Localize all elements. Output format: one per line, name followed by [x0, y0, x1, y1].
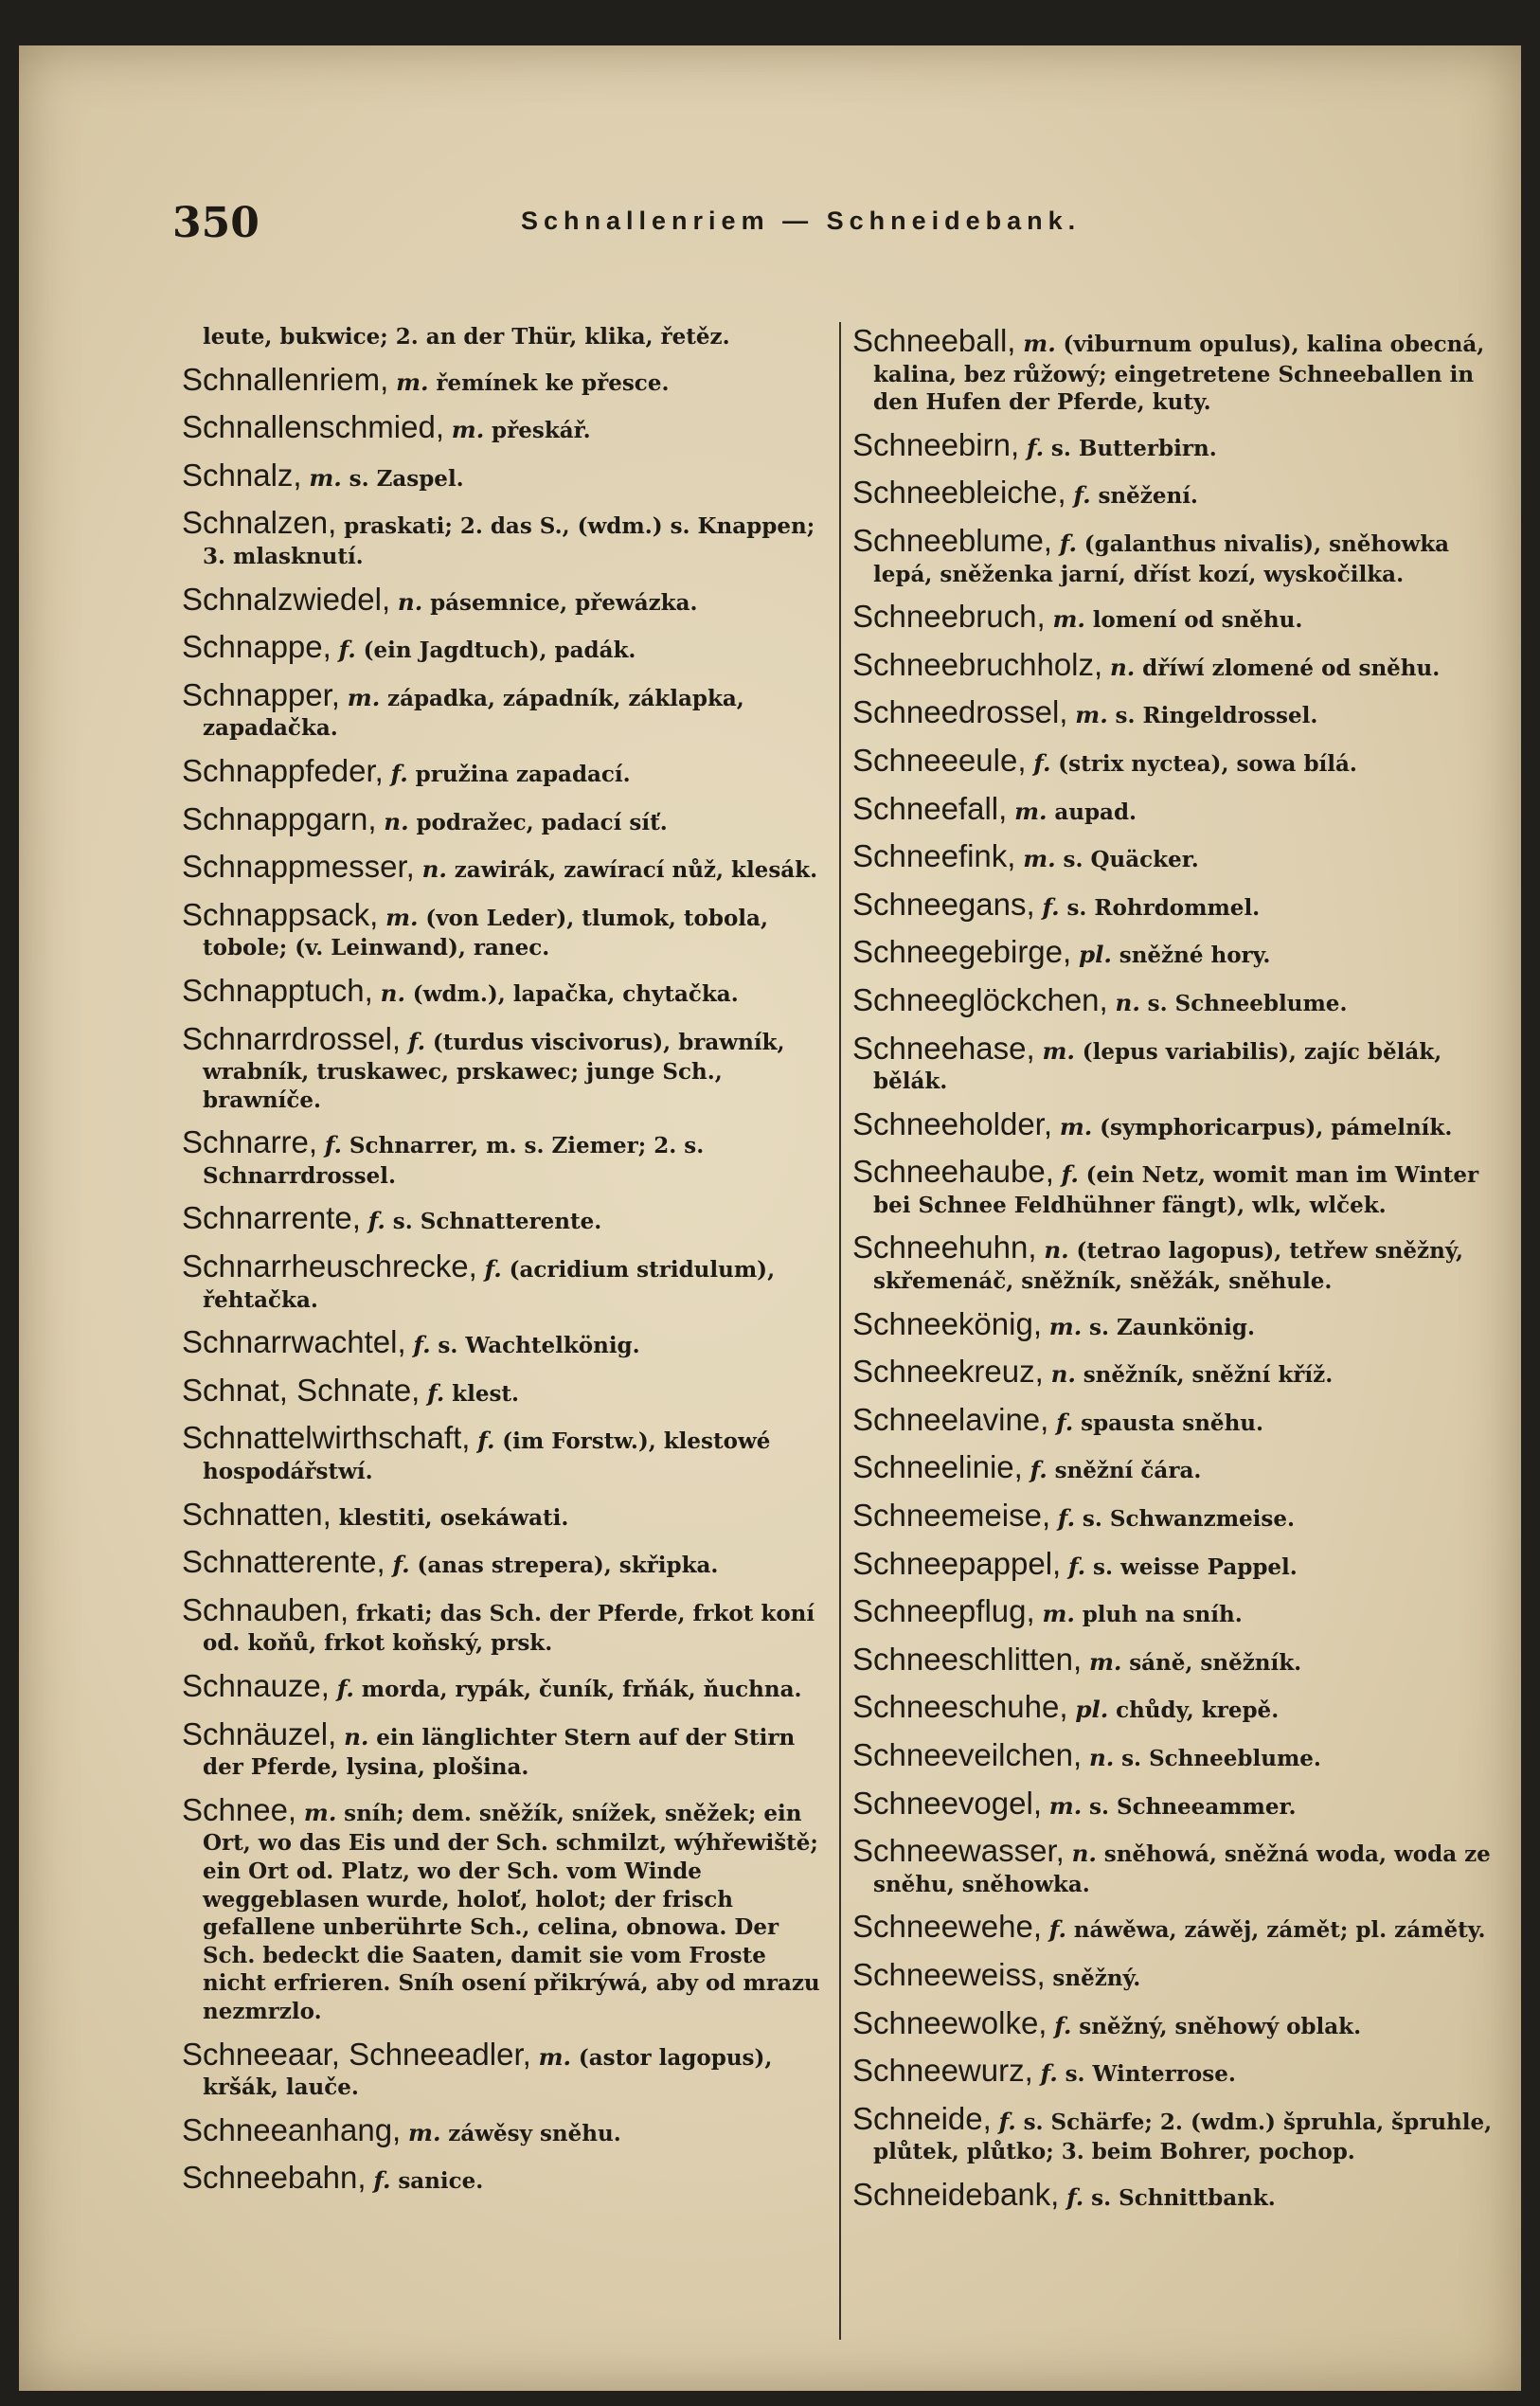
entry-grammar: f. [1048, 1915, 1066, 1944]
entry-definition: praskati; 2. das S., (wdm.) s. Knappen; 3. mlasknutí. [203, 513, 815, 569]
entry-headword: Schneewasser, [852, 1833, 1065, 1869]
entry-grammar: pl. [1078, 941, 1112, 969]
entry-definition: (symphoricarpus), pámelník. [1100, 1114, 1453, 1140]
entry-grammar: f. [1073, 481, 1091, 510]
entry-definition: řemínek ke přesce. [436, 369, 670, 396]
dictionary-entry [182, 2159, 830, 2197]
entry-headword: Schneeweiss, [852, 1956, 1046, 1992]
entry-headword: Schnappgarn, [182, 800, 377, 836]
entry-definition: (wdm.), lapačka, chytačka. [412, 980, 739, 1007]
entry-grammar: f. [367, 1207, 385, 1235]
entry-grammar: f. [1056, 1408, 1074, 1436]
entry-definition: sněžník, sněžní kříž. [1083, 1362, 1334, 1389]
column-divider [839, 322, 841, 2340]
entry-grammar: m. [396, 368, 429, 396]
entry-headword: Schneewurz, [852, 2053, 1033, 2089]
dictionary-entry [852, 1785, 1498, 1822]
dictionary-entry [182, 1419, 830, 1484]
entry-headword: Schneegebirge, [852, 934, 1072, 970]
entry-headword: Schnauze, [182, 1668, 330, 1703]
entry-headword: Schnalzwiedel, [182, 581, 391, 617]
entry-grammar: m. [1042, 1036, 1075, 1065]
dictionary-entry [182, 1123, 830, 1189]
entry-headword: Schneide, [852, 2100, 992, 2136]
entry-headword: Schneemeise, [852, 1498, 1051, 1534]
dictionary-page [19, 45, 1521, 2391]
entry-headword: Schnarrente, [182, 1200, 361, 1236]
dictionary-entry [182, 800, 830, 838]
entry-definition: aupad. [1054, 799, 1137, 825]
entry-grammar: f. [477, 1427, 495, 1455]
entry-definition: klest. [452, 1380, 520, 1407]
dictionary-entry [182, 1199, 830, 1237]
dictionary-entry [852, 522, 1498, 587]
entry-definition: (turdus viscivorus), brawník, wrabník, truskawec, prskawec; junge Sch., brawníče. [203, 1029, 785, 1113]
dictionary-entry [182, 1372, 830, 1409]
entry-grammar: n. [1071, 1840, 1097, 1868]
dictionary-entry [182, 628, 830, 666]
dictionary-entry [852, 1592, 1498, 1630]
entry-definition: s. Quäcker. [1063, 847, 1199, 873]
entry-definition: frkati; das Sch. der Pferde, frkot koní od. koňů, frkot koňský, prsk. [203, 1600, 815, 1657]
entry-headword: Schnatten, [182, 1496, 331, 1532]
dictionary-entry [852, 742, 1498, 780]
entry-definition: morda, rypák, čuník, frňák, ňuchna. [361, 1677, 802, 1702]
entry-definition: s. Zaspel. [349, 465, 464, 492]
dictionary-entry [852, 981, 1498, 1019]
entry-headword: Schneelinie, [852, 1449, 1023, 1485]
entry-grammar: f. [324, 1131, 343, 1159]
entry-headword: Schnauben, [182, 1591, 349, 1627]
entry-definition: sníh; dem. sněžík, snížek, sněžek; ein Ort, wo das Eis und der Sch. schmilzt, wýhřewiště; ein Ort od. Platz, wo der Sch. vom Winde weggeblasen wurde, holoť, holot; der frisch gefallene unberührte Sch., celina, obnowa. Der Sch. bedeckt die Saaten, damit sie vom Froste nicht erfrieren. Sníh osení přikrýwá, aby od mrazu nezmrzlo. [203, 1800, 820, 2024]
entry-headword: Schneeeule, [852, 742, 1027, 778]
entry-grammar: m. [347, 683, 381, 711]
entry-grammar: m. [1023, 330, 1056, 357]
dictionary-entry [182, 504, 830, 569]
dictionary-entry [852, 1832, 1498, 1897]
entry-definition: (tetrao lagopus), tetřew sněžný, skřemenáč, sněžník, sněžák, sněhule. [873, 1238, 1463, 1295]
entry-headword: Schneeglöckchen, [852, 981, 1108, 1017]
entry-definition: sněžné hory. [1119, 943, 1271, 969]
entry-headword: Schnäuzel, [182, 1715, 337, 1751]
dictionary-entry [852, 1401, 1498, 1439]
dictionary-entry [182, 1591, 830, 1657]
dictionary-entry [852, 886, 1498, 924]
entry-headword: Schneeblume, [852, 522, 1052, 558]
dictionary-entry [852, 837, 1498, 875]
entry-definition: pružina zapadací. [415, 761, 631, 787]
entry-definition: chůdy, krepě. [1116, 1697, 1280, 1724]
entry-grammar: f. [1030, 1456, 1048, 1484]
entry-grammar: f. [1042, 892, 1060, 921]
entry-grammar: m. [1048, 1791, 1083, 1820]
entry-definition: (ein Jagdtuch), padák. [363, 637, 636, 664]
entry-headword: Schnarrdrossel, [182, 1020, 402, 1056]
dictionary-entry [852, 598, 1498, 636]
dictionary-entry [182, 1323, 830, 1361]
entry-headword: Schneeaar, Schneeadler, [182, 2036, 531, 2072]
entry-grammar: m. [1088, 1647, 1122, 1676]
dictionary-entry [182, 2036, 830, 2101]
entry-definition: s. Schneeblume. [1147, 990, 1348, 1016]
entry-grammar: f. [1068, 1552, 1086, 1580]
entry-grammar: m. [1048, 1312, 1083, 1340]
entry-grammar: n. [397, 587, 423, 616]
right-column [852, 322, 1498, 2224]
entry-headword: Schneevogel, [852, 1785, 1042, 1821]
entry-headword: Schneebirn, [852, 426, 1020, 462]
entry-headword: Schneeholder, [852, 1105, 1053, 1141]
entry-grammar: f. [1061, 1160, 1079, 1189]
entry-grammar: n. [344, 1722, 369, 1751]
dictionary-entry [182, 1020, 830, 1114]
dictionary-entry [182, 752, 830, 790]
entry-grammar: f. [1066, 2182, 1084, 2211]
entry-grammar: n. [1088, 1744, 1115, 1771]
entry-definition: (ein Netz, womit man im Winter bei Schnee Feldhühner fängt), wlk, wlček. [873, 1162, 1479, 1218]
entry-definition: s. Schärfe; 2. (wdm.) špruhla, špruhle, plůtek, plůtko; 3. beim Bohrer, pochop. [873, 2109, 1493, 2165]
entry-grammar: n. [380, 979, 405, 1007]
entry-definition: pásemnice, přewázka. [430, 589, 698, 616]
entry-definition: s. Butterbirn. [1050, 435, 1217, 461]
entry-headword: Schneewolke, [852, 2004, 1048, 2040]
entry-definition: s. Zaunkönig. [1089, 1314, 1255, 1340]
entry-grammar: pl. [1075, 1696, 1109, 1724]
dictionary-entry [852, 1641, 1498, 1679]
entry-grammar: n. [1115, 988, 1140, 1016]
entry-definition: přeskář. [492, 418, 591, 444]
entry-definition: s. weisse Pappel. [1093, 1553, 1298, 1580]
dictionary-entry [182, 1715, 830, 1781]
entry-grammar: f. [427, 1378, 445, 1407]
entry-grammar: m. [385, 903, 419, 931]
entry-grammar: f. [1059, 529, 1077, 557]
entry-headword: Schneefall, [852, 790, 1008, 826]
entry-definition: Schnarrer, m. s. Ziemer; 2. s. Schnarrdrossel. [203, 1133, 705, 1189]
dictionary-entry [852, 1105, 1498, 1143]
entry-grammar: m. [538, 2042, 572, 2071]
entry-headword: Schneefink, [852, 838, 1016, 874]
dictionary-entry [852, 1908, 1498, 1946]
entry-headword: Schneehuhn, [852, 1230, 1037, 1266]
entry-headword: Schneeball, [852, 323, 1016, 358]
dictionary-entry [852, 1497, 1498, 1535]
entry-headword: Schneekönig, [852, 1305, 1042, 1341]
entry-grammar: m. [408, 2118, 441, 2146]
entry-grammar: f. [338, 636, 356, 664]
entry-definition: s. Wachtelkönig. [438, 1333, 640, 1359]
entry-headword: Schnarrheuschrecke, [182, 1248, 477, 1284]
entry-definition: klestiti, osekáwati. [338, 1504, 569, 1531]
entry-headword: Schneeveilchen, [852, 1737, 1083, 1772]
entry-definition: s. Winterrose. [1065, 2061, 1236, 2088]
dictionary-entry [852, 790, 1498, 828]
entry-grammar: f. [1040, 2059, 1058, 2088]
entry-grammar: f. [407, 1027, 426, 1055]
entry-headword: Schnappsack, [182, 896, 379, 932]
entry-headword: Schnappe, [182, 629, 331, 665]
page-number: 350 [172, 199, 260, 247]
entry-headword: Schneegans, [852, 886, 1035, 922]
entry-headword: Schnattelwirthschaft, [182, 1420, 471, 1456]
entry-headword: Schnee, [182, 1791, 297, 1827]
left-column [182, 322, 830, 2207]
entry-grammar: n. [1044, 1236, 1069, 1265]
entry-headword: Schnappfeder, [182, 752, 384, 788]
dictionary-entry [852, 2100, 1498, 2165]
entry-grammar: f. [1057, 1504, 1076, 1533]
running-head: Schnallenriem — Schneidebank. [521, 206, 1082, 235]
entry-headword: Schneeanhang, [182, 2111, 402, 2147]
entry-grammar: n. [421, 855, 447, 884]
entry-headword: Schneekreuz, [852, 1354, 1044, 1390]
entry-grammar: f. [390, 759, 408, 787]
entry-grammar: n. [1109, 653, 1136, 681]
dictionary-entry [182, 676, 830, 742]
dictionary-entry [852, 693, 1498, 731]
entry-headword: Schneewehe, [852, 1909, 1042, 1945]
dictionary-entry [852, 1448, 1498, 1486]
entry-headword: Schnappmesser, [182, 849, 415, 885]
entry-grammar: m. [303, 1798, 337, 1826]
dictionary-entry [182, 581, 830, 619]
dictionary-entry [852, 1353, 1498, 1391]
entry-headword: Schnat, Schnate, [182, 1372, 421, 1408]
entry-definition: záwěsy sněhu. [448, 2120, 621, 2146]
dictionary-entry [182, 1248, 830, 1313]
entry-definition: sněžení. [1098, 483, 1198, 510]
entry-headword: Schneehaube, [852, 1154, 1054, 1190]
entry-grammar: m. [1059, 1112, 1093, 1140]
entry-headword: Schneepappel, [852, 1545, 1062, 1581]
entry-definition: lomení od sněhu. [1092, 607, 1303, 634]
entry-definition: náwěwa, záwěj, zámět; pl. záměty. [1073, 1917, 1486, 1944]
dictionary-entry [852, 1688, 1498, 1726]
dictionary-entry [852, 1153, 1498, 1218]
dictionary-entry [852, 2004, 1498, 2042]
entry-grammar: m. [1023, 845, 1056, 873]
dictionary-entry [182, 1667, 830, 1705]
entry-headword: Schneebruchholz, [852, 646, 1103, 682]
entry-definition: (von Leder), tlumok, tobola, tobole; (v. Leinwand), ranec. [203, 905, 768, 961]
entry-headword: Schneeschlitten, [852, 1641, 1083, 1677]
dictionary-entry [852, 2052, 1498, 2090]
entry-grammar: f. [998, 2107, 1016, 2135]
entry-headword: Schnatterente, [182, 1544, 385, 1580]
entry-grammar: n. [1050, 1360, 1076, 1389]
entry-grammar: n. [384, 807, 409, 835]
entry-definition: pluh na sníh. [1082, 1602, 1243, 1628]
entry-grammar: f. [1026, 433, 1045, 461]
entry-headword: Schneidebank, [852, 2176, 1060, 2212]
entry-definition: zawirák, zawírací nůž, klesák. [454, 857, 818, 884]
entry-definition: s. Schnatterente. [392, 1209, 602, 1235]
dictionary-entry [852, 1305, 1498, 1343]
entry-grammar: f. [1033, 748, 1051, 777]
dictionary-entry [852, 426, 1498, 464]
entry-headword: Schnalzen, [182, 505, 337, 541]
entry-definition: (anas strepera), skřipka. [417, 1553, 719, 1579]
entry-headword: Schneepflug, [852, 1593, 1035, 1629]
dictionary-entry [852, 1956, 1498, 1994]
entry-definition: podražec, padací síť. [416, 809, 668, 835]
entry-headword: Schneelavine, [852, 1401, 1049, 1437]
entry-headword: Schnallenschmied, [182, 409, 444, 445]
entry-grammar: m. [309, 463, 342, 492]
entry-grammar: m. [1075, 701, 1108, 729]
dictionary-entry [182, 972, 830, 1010]
entry-headword: Schneebruch, [852, 599, 1046, 635]
entry-definition: s. Rohrdommel. [1066, 894, 1261, 921]
entry-grammar: f. [336, 1675, 354, 1702]
entry-grammar: f. [1054, 2011, 1072, 2039]
dictionary-entry [852, 1545, 1498, 1583]
dictionary-entry [852, 1736, 1498, 1774]
dictionary-entry [852, 1229, 1498, 1294]
entry-headword: Schnapper, [182, 676, 340, 712]
entry-headword: Schneedrossel, [852, 694, 1068, 730]
entry-definition: (viburnum opulus), kalina obecná, kalina, bez růžowý; eingetretene Schneeballen in den Hufen der Pferde, kuty. [873, 332, 1485, 416]
entry-headword: Schneebleiche, [852, 475, 1066, 511]
entry-definition: (acridium stridulum), řehtačka. [203, 1257, 776, 1313]
entry-grammar: m. [451, 416, 485, 444]
entry-definition: leute, bukwice; 2. an der Thür, klika, řetěz. [203, 324, 730, 350]
entry-grammar: f. [373, 2166, 391, 2195]
entry-definition: západka, západník, záklapka, zapadačka. [203, 685, 744, 742]
dictionary-entry [182, 2111, 830, 2149]
entry-headword: Schnarre, [182, 1124, 318, 1160]
dictionary-entry [852, 322, 1498, 416]
entry-definition: (astor lagopus), kršák, lauče. [203, 2044, 773, 2101]
entry-headword: Schnapptuch, [182, 972, 373, 1008]
entry-definition: (lepus variabilis), zajíc bělák, bělák. [873, 1038, 1442, 1095]
entry-definition: sněžný, sněhowý oblak. [1079, 2013, 1362, 2039]
dictionary-entry [182, 1496, 830, 1534]
entry-headword: Schnallenriem, [182, 361, 389, 397]
entry-definition: dříwí zlomené od sněhu. [1142, 655, 1441, 681]
entry-definition: s. Ringeldrossel. [1115, 703, 1318, 729]
dictionary-entry [852, 646, 1498, 684]
entry-definition: sněžný. [1052, 1965, 1141, 1991]
entry-definition: s. Schneeblume. [1121, 1746, 1321, 1771]
dictionary-entry [852, 474, 1498, 512]
entry-definition: sanice. [398, 2168, 484, 2195]
dictionary-entry [182, 1543, 830, 1581]
entry-headword: Schneebahn, [182, 2160, 367, 2196]
entry-definition: ein länglichter Stern auf der Stirn der Pferde, lysina, plošina. [203, 1724, 796, 1781]
dictionary-entry [182, 848, 830, 886]
entry-definition: s. Schwanzmeise. [1082, 1506, 1296, 1533]
entry-definition: s. Schnittbank. [1091, 2184, 1276, 2211]
entry-headword: Schnalz, [182, 457, 302, 493]
dictionary-entry [852, 1030, 1498, 1095]
entry-definition: (im Forstw.), klestowé hospodářstwí. [203, 1428, 771, 1485]
entry-grammar: f. [413, 1331, 431, 1359]
entry-definition: sněžní čára. [1054, 1458, 1202, 1484]
entry-grammar: f. [392, 1551, 410, 1579]
dictionary-entry [182, 408, 830, 446]
entry-grammar: f. [484, 1255, 502, 1284]
entry-grammar: m. [1042, 1600, 1075, 1628]
entry-headword: Schneeschuhe, [852, 1689, 1068, 1725]
dictionary-entry [182, 361, 830, 399]
entry-headword: Schnarrwachtel, [182, 1324, 406, 1360]
dictionary-entry [182, 457, 830, 494]
entry-definition: (strix nyctea), sowa bílá. [1058, 750, 1357, 777]
entry-definition: sáně, sněžník. [1129, 1649, 1302, 1676]
entry-definition: s. Schneeammer. [1089, 1793, 1297, 1820]
entry-headword: Schneehase, [852, 1030, 1035, 1066]
entry-grammar: m. [1014, 797, 1048, 825]
dictionary-entry [182, 896, 830, 961]
entry-definition: sněhowá, sněžná woda, woda ze sněhu, sněhowka. [873, 1841, 1491, 1897]
entry-definition: (galanthus nivalis), sněhowka lepá, sněženka jarní, dříst kozí, wyskočilka. [873, 530, 1450, 587]
dictionary-entry [852, 2176, 1498, 2214]
entry-grammar: m. [1052, 605, 1085, 634]
dictionary-entry [182, 1791, 830, 2025]
dictionary-entry [182, 322, 830, 350]
entry-definition: spausta sněhu. [1081, 1409, 1264, 1436]
dictionary-entry [852, 933, 1498, 971]
